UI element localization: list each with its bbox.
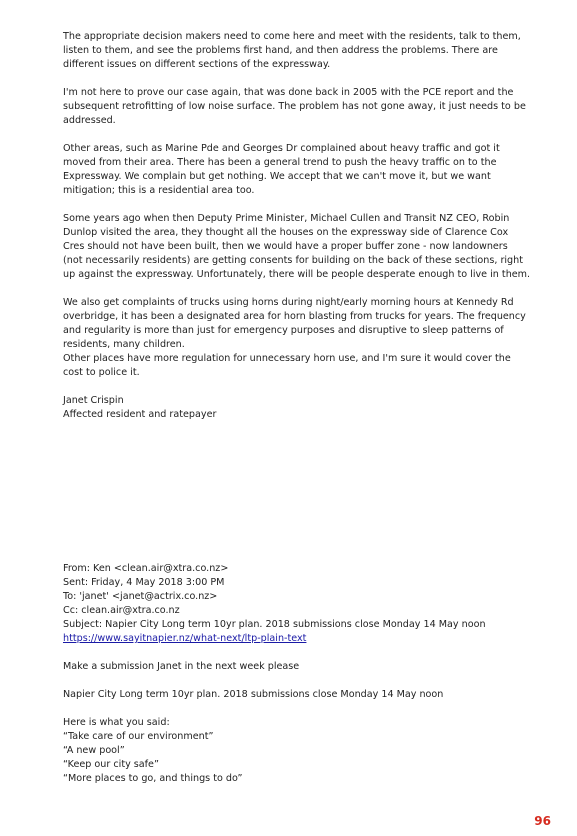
email-body-request xyxy=(63,660,521,674)
email-cc: Cc: clean.air@xtra.co.nz xyxy=(63,605,180,616)
document-page xyxy=(63,28,531,786)
signature-block xyxy=(63,394,521,422)
ltp-link[interactable]: https://www.sayitnapier.nz/what-next/ltp-plain-text xyxy=(63,633,307,644)
letter-paragraph-4 xyxy=(63,212,531,282)
letter-paragraph-3 xyxy=(63,142,521,198)
email-subject: Subject: Napier City Long term 10yr plan. 2018 submissions close Monday 14 May noon xyxy=(63,619,486,630)
paragraph-line: listen to them, and see the problems first hand, and then address the problems. There are xyxy=(63,45,498,56)
email-to: To: 'janet' <janet@actrix.co.nz> xyxy=(63,591,218,602)
paragraph-line: Cres should not have been built, then we would have a proper buffer zone - now landowners xyxy=(63,241,508,252)
paragraph-line: We also get complaints of trucks using horns during night/early morning hours at Kennedy Rd xyxy=(63,297,514,308)
email-header xyxy=(63,562,521,646)
paragraph-line: The appropriate decision makers need to come here and meet with the residents, talk to them, xyxy=(63,31,521,42)
paragraph-line: up against the expressway. Unfortunately, there will be people desperate enough to live in them. xyxy=(63,269,531,280)
paragraph-line: I'm not here to prove our case again, that was done back in 2005 with the PCE report and the xyxy=(63,87,514,98)
quote-item: “A new pool” xyxy=(63,745,125,756)
email-body-line: Make a submission Janet in the next week please xyxy=(63,661,300,672)
email-body-plan xyxy=(63,688,521,702)
quote-item: “Keep our city safe” xyxy=(63,759,159,770)
paragraph-line: moved from their area. There has been a general trend to push the heavy traffic on to the xyxy=(63,157,497,168)
paragraph-line: Other places have more regulation for unnecessary horn use, and I'm sure it would cover the xyxy=(63,353,511,364)
letter-paragraph-5 xyxy=(63,296,526,380)
paragraph-line: cost to police it. xyxy=(63,367,140,378)
signature-name: Janet Crispin xyxy=(63,395,124,406)
paragraph-line: (not necessarily residents) are getting consents for building on the back of these sections, right xyxy=(63,255,523,266)
paragraph-line: mitigation; this is a residential area too. xyxy=(63,185,255,196)
paragraph-line: Expressway. We complain but get nothing. We accept that we can't move it, but we want xyxy=(63,171,491,182)
quote-item: “More places to go, and things to do” xyxy=(63,773,243,784)
paragraph-line: overbridge, it has been a designated area for horn blasting from trucks for years. The frequency xyxy=(63,311,526,322)
email-body-line: Napier City Long term 10yr plan. 2018 submissions close Monday 14 May noon xyxy=(63,689,444,700)
paragraph-line: different issues on different sections of the expressway. xyxy=(63,59,331,70)
paragraph-line: addressed. xyxy=(63,115,116,126)
paragraph-line: Other areas, such as Marine Pde and Georges Dr complained about heavy traffic and got it xyxy=(63,143,500,154)
signature-role: Affected resident and ratepayer xyxy=(63,409,217,420)
email-quotes xyxy=(63,716,521,786)
paragraph-line: Dunlop visited the area, they thought all the houses on the expressway side of Clarence Cox xyxy=(63,227,509,238)
paragraph-line: and regularity is more than just for emergency purposes and disruptive to sleep patterns of xyxy=(63,325,504,336)
quote-item: “Take care of our environment” xyxy=(63,731,214,742)
page-number: 96 xyxy=(534,814,551,828)
paragraph-line: Some years ago when then Deputy Prime Minister, Michael Cullen and Transit NZ CEO, Robin xyxy=(63,213,510,224)
paragraph-line: residents, many children. xyxy=(63,339,185,350)
quotes-intro: Here is what you said: xyxy=(63,717,170,728)
email-sent: Sent: Friday, 4 May 2018 3:00 PM xyxy=(63,577,225,588)
email-from: From: Ken <clean.air@xtra.co.nz> xyxy=(63,563,229,574)
letter-paragraph-2 xyxy=(63,86,526,128)
paragraph-line: subsequent retrofitting of low noise surface. The problem has not gone away, it just needs to be xyxy=(63,101,526,112)
letter-paragraph-1 xyxy=(63,30,521,72)
